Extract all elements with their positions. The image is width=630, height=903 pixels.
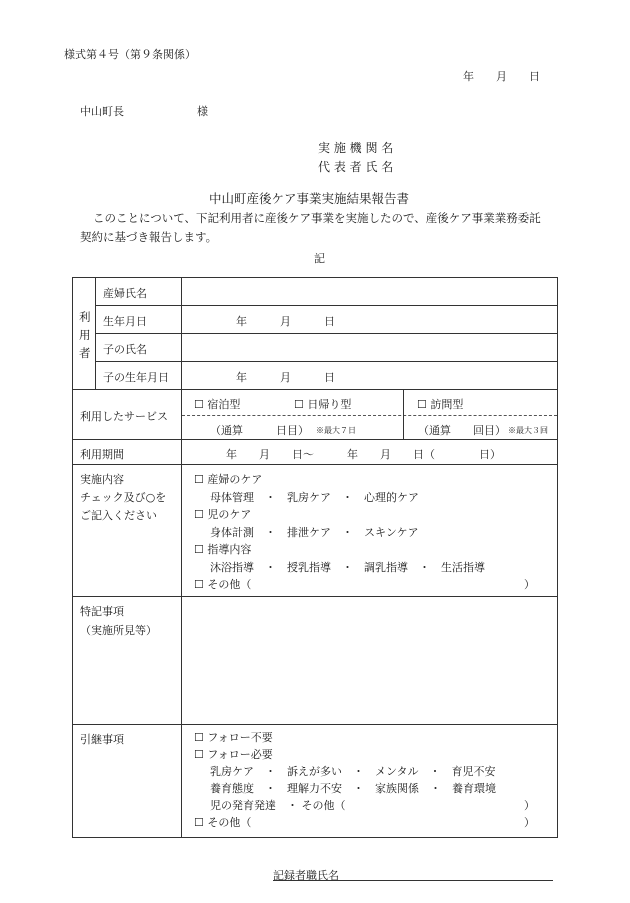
addressee-honorific: 様 [197, 105, 208, 118]
content-instruction-1: チェック及び○を [80, 491, 167, 504]
intro-line-1: このことについて、下記利用者に産後ケア事業を実施したので、産後ケア事業業務委託 [93, 211, 541, 225]
user-group-char-3: 者 [79, 346, 91, 360]
document-title: 中山町産後ケア事業実施結果報告書 [209, 191, 410, 206]
handover-label-cell [73, 725, 182, 838]
content-field [182, 465, 558, 597]
content-label: 実施内容 [80, 473, 124, 486]
mother-care-checkbox[interactable]: ☐ 産婦のケア [194, 473, 263, 486]
period-label: 利用期間 [80, 448, 124, 461]
follow-reasons-1[interactable]: 乳房ケア ・ 訴えが多い ・ メンタル ・ 育児不安 [210, 765, 496, 778]
child-name-field[interactable] [182, 334, 558, 362]
handover-other-close-paren: ） [524, 816, 535, 829]
notes-label: 特記事項 [80, 605, 124, 618]
follow-reasons-close-paren: ） [524, 799, 535, 812]
user-group-cell [73, 278, 96, 390]
user-group-char-2: 用 [79, 328, 91, 342]
follow-reasons-3[interactable]: 児の発育発達 ・ その他（ [210, 799, 346, 812]
user-group-char-1: 利 [79, 310, 91, 324]
total-days-field[interactable]: （通算 日目） [210, 424, 309, 437]
representative-label: 代 表 者 氏 名 [318, 160, 394, 174]
child-birthdate-label: 子の生年月日 [103, 371, 169, 384]
report-table [72, 277, 558, 838]
handover-other-checkbox[interactable]: ☐ その他（ [194, 816, 252, 829]
handover-field [182, 725, 558, 838]
max-seven-days-note: ※最大７日 [316, 426, 356, 435]
child-care-checkbox[interactable]: ☐ 児のケア [194, 508, 252, 521]
recorder-signature-line[interactable] [273, 880, 553, 881]
service-label-cell [73, 390, 182, 440]
child-birthdate-field[interactable] [182, 362, 558, 390]
child-birthdate-label-cell [96, 362, 182, 390]
recorder-label: 記録者職氏名 [273, 869, 339, 882]
guidance-checkbox[interactable]: ☐ 指導内容 [194, 543, 252, 556]
child-birthdate-value: 年 月 日 [236, 371, 335, 384]
mother-birthdate-label: 生年月日 [103, 315, 147, 328]
intro-line-2: 契約に基づき報告します。 [80, 230, 218, 244]
form-number: 様式第４号（第９条関係） [64, 48, 196, 61]
service-dashed-divider [182, 415, 557, 416]
addressee: 中山町長 [80, 105, 124, 118]
service-label: 利用したサービス [80, 410, 168, 423]
period-field[interactable] [182, 440, 558, 465]
mother-care-options[interactable]: 母体管理 ・ 乳房ケア ・ 心理的ケア [210, 491, 419, 504]
ki-heading: 記 [314, 252, 325, 265]
child-name-label: 子の氏名 [103, 343, 147, 356]
content-instruction-2: ご記入ください [80, 509, 157, 522]
child-name-label-cell [96, 334, 182, 362]
service-field [182, 390, 558, 440]
follow-reasons-2[interactable]: 養育態度 ・ 理解力不安 ・ 家族関係 ・ 養育環境 [210, 782, 496, 795]
mother-birthdate-value: 年 月 日 [236, 315, 335, 328]
mother-name-label: 産婦氏名 [103, 287, 147, 300]
day-type-checkbox[interactable]: ☐ 日帰り型 [294, 398, 352, 411]
follow-not-needed-checkbox[interactable]: ☐ フォロー不要 [194, 731, 273, 744]
child-care-options[interactable]: 身体計測 ・ 排泄ケア ・ スキンケア [210, 526, 419, 539]
follow-needed-checkbox[interactable]: ☐ フォロー必要 [194, 748, 273, 761]
content-other-close-paren: ） [524, 578, 535, 591]
content-other-checkbox[interactable]: ☐ その他（ [194, 578, 252, 591]
mother-birthdate-label-cell [96, 306, 182, 334]
max-three-times-note: ※最大３回 [508, 426, 548, 435]
mother-birthdate-field[interactable] [182, 306, 558, 334]
service-vertical-divider [403, 390, 404, 439]
visit-type-checkbox[interactable]: ☐ 訪問型 [417, 398, 464, 411]
handover-label: 引継事項 [80, 733, 124, 746]
period-value: 年 月 日～ 年 月 日（ 日） [226, 448, 501, 461]
notes-sublabel: （実施所見等） [80, 624, 157, 637]
content-label-cell [73, 465, 182, 597]
mother-name-label-cell [96, 278, 182, 306]
period-label-cell [73, 440, 182, 465]
mother-name-field[interactable] [182, 278, 558, 306]
notes-label-cell [73, 597, 182, 725]
report-date: 年 月 日 [463, 70, 540, 83]
total-times-field[interactable]: （通算 回目） [418, 424, 506, 437]
stay-type-checkbox[interactable]: ☐ 宿泊型 [194, 398, 241, 411]
org-name-label: 実 施 機 関 名 [318, 141, 394, 155]
notes-field[interactable] [182, 597, 558, 725]
guidance-options[interactable]: 沐浴指導 ・ 授乳指導 ・ 調乳指導 ・ 生活指導 [210, 561, 485, 574]
